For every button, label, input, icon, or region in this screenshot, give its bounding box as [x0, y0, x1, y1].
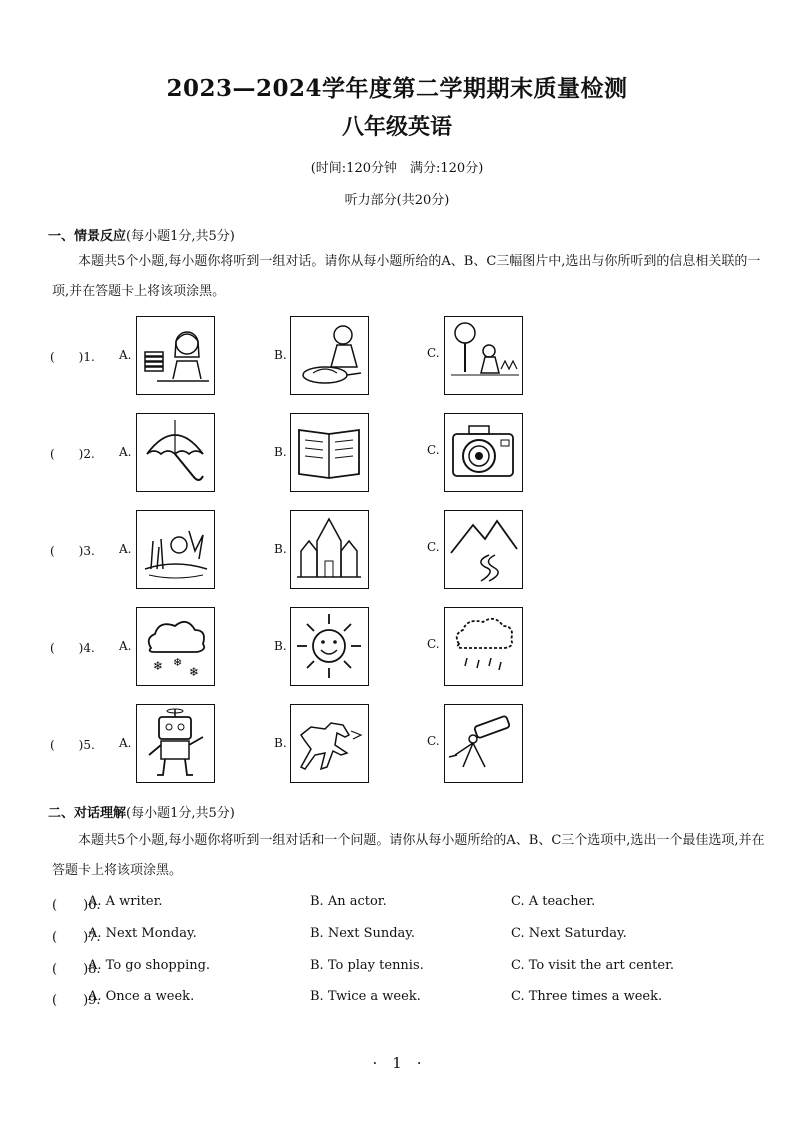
- robot-icon: [136, 704, 215, 783]
- listening-part-heading: 听力部分(共20分): [344, 193, 450, 208]
- option-b: B. To play tennis.: [310, 958, 424, 973]
- question-number: ( )8.: [52, 962, 101, 977]
- option-b: B. An actor.: [310, 894, 387, 909]
- castle-icon: [290, 510, 369, 589]
- question-number: ( )7.: [52, 930, 101, 945]
- page-number: · 1 ·: [372, 1054, 422, 1072]
- option-c: C. To visit the art center.: [511, 958, 674, 973]
- option-label: B.: [274, 542, 287, 556]
- option-c: C. A teacher.: [511, 894, 596, 909]
- option-label: B.: [274, 639, 287, 653]
- pond-scene-icon: [136, 510, 215, 589]
- option-b: B. Next Sunday.: [310, 926, 416, 941]
- dinosaur-icon: [290, 704, 369, 783]
- option-label: A.: [119, 542, 132, 556]
- girl-writing-icon: [136, 316, 215, 395]
- section2-instructions: 本题共5个小题,每小题你将听到一组对话和一个问题。请你从每小题所给的A、B、C三个选项中,选出一个最佳选项,并在答题卡上将该项涂黑。: [52, 833, 765, 878]
- option-a: A. A writer.: [88, 894, 163, 909]
- option-label: B.: [274, 348, 287, 362]
- option-a: A. Next Monday.: [88, 926, 197, 941]
- section1-instructions: 本题共5个小题,每小题你将听到一组对话。请你从每小题所给的A、B、C三幅图片中,选出与你所听到的信息相关联的一项,并在答题卡上将该项涂黑。: [52, 254, 761, 299]
- option-label: C.: [427, 540, 440, 554]
- section2-title: 二、对话理解: [48, 806, 127, 821]
- option-label: A.: [119, 736, 132, 750]
- question-number: ( )5.: [50, 738, 95, 752]
- option-a: A. Once a week.: [88, 989, 195, 1004]
- question-number: ( )9.: [52, 993, 101, 1008]
- option-label: A.: [119, 639, 132, 653]
- question-number: ( )6.: [52, 898, 101, 913]
- option-label: A.: [119, 348, 132, 362]
- option-c: C. Three times a week.: [511, 989, 663, 1004]
- question-number: ( )3.: [50, 544, 95, 558]
- book-icon: [290, 413, 369, 492]
- girl-gardening-icon: [444, 316, 523, 395]
- exam-meta: (时间:120分钟 满分:120分): [310, 161, 484, 176]
- section1-heading: [48, 225, 235, 244]
- telescope-icon: [444, 704, 523, 783]
- option-a: A. To go shopping.: [88, 958, 211, 973]
- question-number: ( )4.: [50, 641, 95, 655]
- exam-subtitle: 八年级英语: [341, 114, 452, 140]
- question-number: ( )1.: [50, 350, 95, 364]
- option-b: B. Twice a week.: [310, 989, 421, 1004]
- exam-title: 2023—2024学年度第二学期期末质量检测: [166, 75, 628, 102]
- question-number: ( )2.: [50, 447, 95, 461]
- option-label: C.: [427, 346, 440, 360]
- section1-points: (每小题1分,共5分): [126, 229, 235, 244]
- option-label: C.: [427, 637, 440, 651]
- section2-points: (每小题1分,共5分): [126, 806, 235, 821]
- option-label: C.: [427, 734, 440, 748]
- camera-icon: [444, 413, 523, 492]
- woman-cooking-icon: [290, 316, 369, 395]
- option-label: B.: [274, 736, 287, 750]
- mountain-river-icon: [444, 510, 523, 589]
- option-label: B.: [274, 445, 287, 459]
- sun-icon: [290, 607, 369, 686]
- section2-heading: [48, 802, 235, 821]
- svg-text:❄: ❄: [173, 656, 183, 669]
- snow-cloud-icon: [136, 607, 215, 686]
- option-label: C.: [427, 443, 440, 457]
- umbrella-icon: [136, 413, 215, 492]
- svg-text:❄: ❄: [189, 665, 200, 679]
- svg-text:❄: ❄: [153, 659, 164, 673]
- option-c: C. Next Saturday.: [511, 926, 627, 941]
- section1-title: 一、情景反应: [48, 229, 127, 244]
- option-label: A.: [119, 445, 132, 459]
- rain-cloud-icon: [444, 607, 523, 686]
